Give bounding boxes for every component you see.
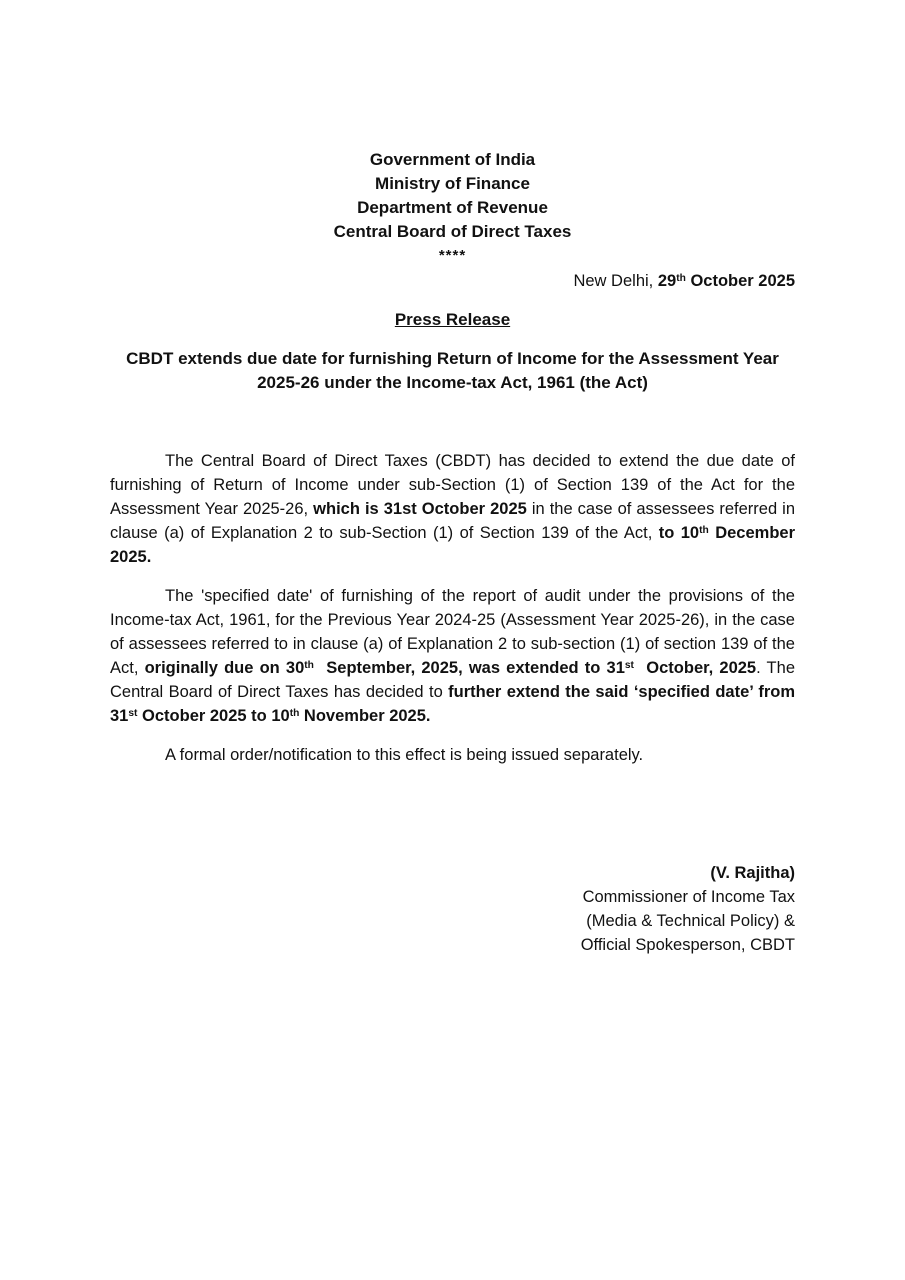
signature-title-line-3: Official Spokesperson, CBDT — [580, 936, 795, 954]
dateline: New Delhi, 29th October 2025 — [573, 272, 795, 290]
stars-separator: **** — [438, 247, 467, 264]
header-line-ministry: Ministry of Finance — [375, 174, 530, 193]
subject-heading: CBDT extends due date for furnishing Return of Income for the Assessment Year 2025-26 under the Income-tax Act, 1961 (the Act) — [126, 349, 779, 392]
header-line-board: Central Board of Direct Taxes — [333, 222, 572, 241]
signature-block — [110, 861, 795, 957]
letterhead — [110, 148, 795, 268]
header-line-department: Department of Revenue — [357, 198, 548, 217]
signature-name: (V. Rajitha) — [710, 864, 795, 882]
signature-title-line-2: (Media & Technical Policy) & — [586, 912, 795, 930]
body-paragraph-1: The Central Board of Direct Taxes (CBDT) has decided to extend the due date of furnishing of Return of Income under sub-Section (1) of Section 139 of the Act for the Assessment Year 2025-26, which is 31st October 2025 in the case of assessees referred in clause (a) of Explanation 2 to sub-Section (1) of Section 139 of the Act, to 10th December 2025. — [110, 452, 796, 566]
document-body — [110, 449, 795, 767]
header-line-government: Government of India — [369, 150, 536, 169]
body-paragraph-3: A formal order/notification to this effect is being issued separately. — [165, 746, 644, 764]
body-paragraph-2: The 'specified date' of furnishing of the report of audit under the provisions of the Income-tax Act, 1961, for the Previous Year 2024-25 (Assessment Year 2025-26), in the case of assessees referred to in clause (a) of Explanation 2 to sub-section (1) of section 139 of the Act, originally due on 30th September, 2025, was extended to 31st October, 2025. The Central Board of Direct Taxes has decided to further extend the said ‘specified date’ from 31st October 2025 to 10th November 2025. — [110, 587, 795, 725]
signature-title-line-1: Commissioner of Income Tax — [582, 888, 795, 906]
press-release-title: Press Release — [394, 310, 511, 329]
